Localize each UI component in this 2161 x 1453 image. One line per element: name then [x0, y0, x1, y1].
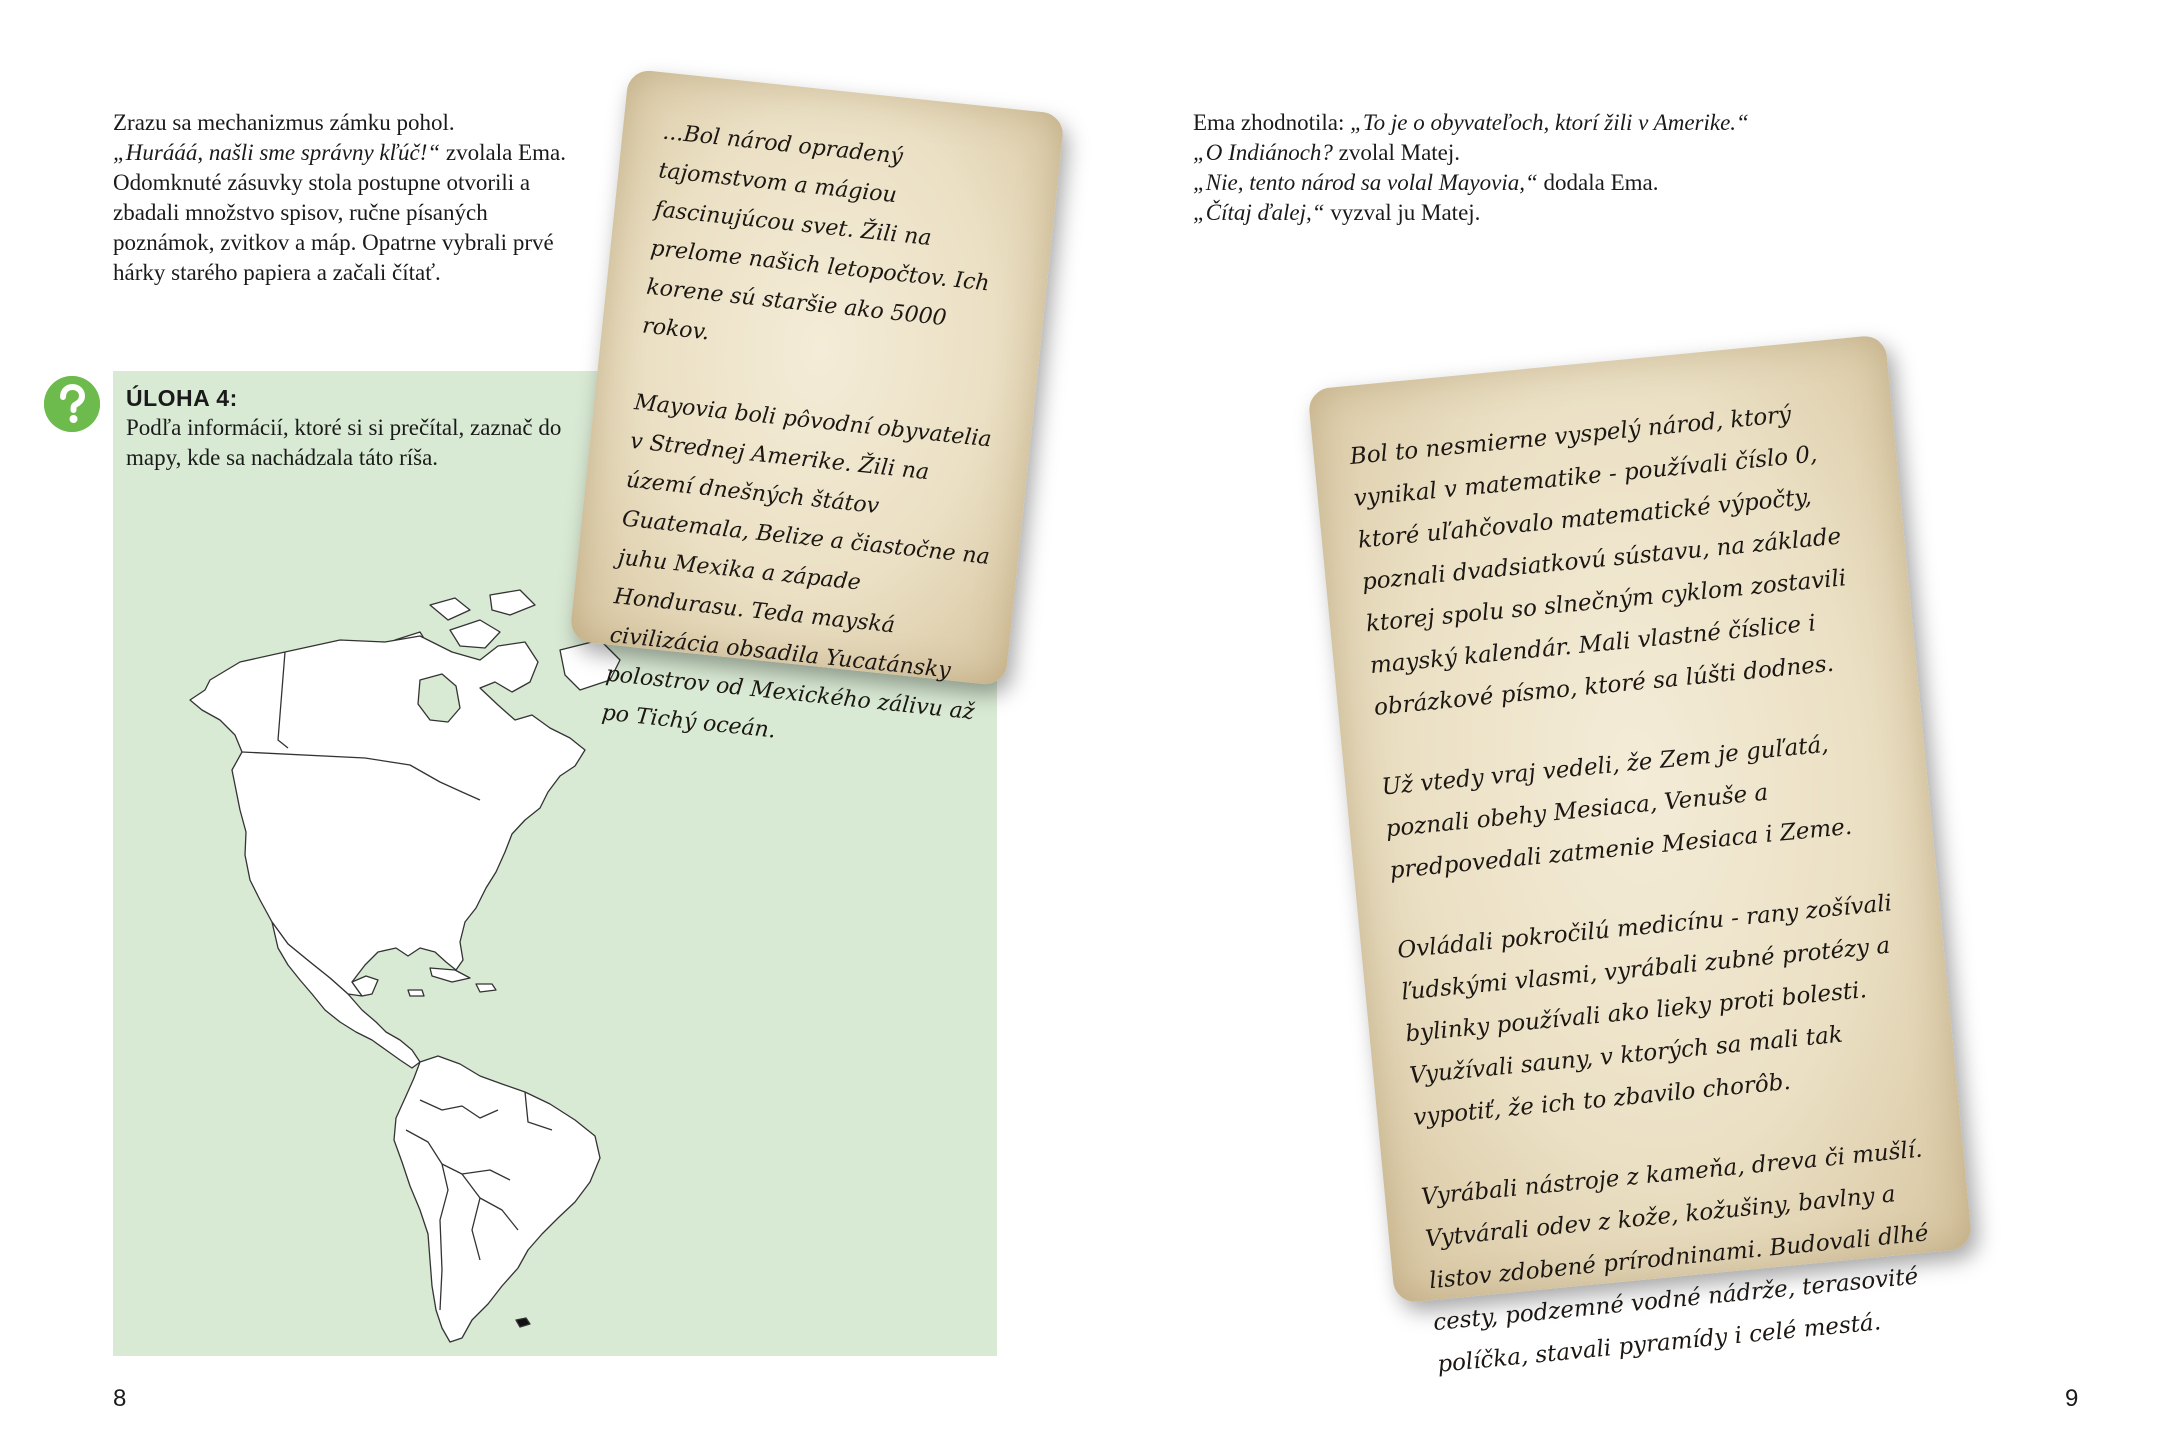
intro-line-1: Zrazu sa mechanizmus zámku pohol.: [113, 110, 455, 135]
card2-paragraph-1: Bol to nesmierne vyspelý národ, ktorý vynikal v matematike - používali číslo 0, ktoré uľahčovalo matematické výpočty, poznali dvadsiatkovú sústavu, na základe ktorej spolu so slnečným cyklom zostavili mayský kalendár. Mali vlastné číslice i obrázkové písmo, ktoré sa lúšti dodnes.: [1348, 401, 1848, 721]
card2-paragraph-3: Ovládali pokročilú medicínu - rany zošívali ľudskými vlasmi, vyrábali zubné protézy a bylinky používali ako lieky proti bolesti. Využívali sauny, v ktorých sa mali tak vypotiť, že ich to zbavilo chorôb.: [1396, 890, 1894, 1132]
intro-quote-rest: zvolala Ema.: [440, 140, 566, 165]
intro-text: [113, 108, 583, 288]
dialog-line-3-plain: dodala Ema.: [1537, 170, 1659, 195]
dialog-line-3: [1193, 168, 1913, 198]
page-number-right: 9: [2065, 1385, 2079, 1412]
dialog-text: [1193, 108, 1913, 228]
dialog-line-1-italic: „To je o obyvateľoch, ktorí žili v Amerike.“: [1350, 110, 1749, 135]
dialog-line-1-plain: Ema zhodnotila:: [1193, 110, 1351, 135]
left-page: [0, 0, 1080, 1453]
card2-paragraph-4: Vyrábali nástroje z kameňa, dreva či mušlí. Vytvárali odev z kože, kožušiny, bavlny a listov zdobené prírodninami. Budovali dlhé cesty, podzemné vodné nádrže, terasovité políčka, stavali pyramídy i celé mestá.: [1420, 1136, 1930, 1378]
dialog-line-3-italic: „Nie, tento národ sa volal Mayovia,“: [1193, 170, 1538, 195]
card1-paragraph-2: Mayovia boli pôvodní obyvatelia v Strednej Amerike. Žili na území dnešných štátov Guatemala, Belize a čiastočne na juhu Mexika a západe Hondurasu. Teda mayská civilizácia obsadila Yucatánsky polostrov od Mexického zálivu až po Tichý oceán.: [600, 390, 993, 744]
task-title: ÚLOHA 4:: [126, 385, 238, 411]
intro-line-2: [113, 138, 583, 168]
card1-paragraph-1: ...Bol národ opradený tajomstvom a mágiou fascinujúcou svet. Žili na prelome našich letopočtov. Ich korene sú staršie ako 5000 rokov.: [641, 119, 991, 346]
card2-paragraph-2: Už vtedy vraj vedeli, že Zem je guľatá, poznali obehy Mesiaca, Venuše a predpovedali zatmenie Mesiaca i Zeme.: [1380, 731, 1854, 885]
dialog-line-1: [1193, 108, 1913, 138]
parchment-card-1: [569, 69, 1065, 744]
dialog-line-4: [1193, 198, 1913, 228]
intro-line-3: Odomknuté zásuvky stola postupne otvorili a zbadali množstvo spisov, ručne písaných poznámok, zvitkov a máp. Opatrne vybrali prvé hárky starého papiera a začali čítať.: [113, 170, 554, 285]
dialog-line-2-plain: zvolal Matej.: [1332, 140, 1461, 165]
dialog-line-4-italic: „Čítaj ďalej,“: [1193, 200, 1325, 225]
intro-quote: „Hurááá, našli sme správny kľúč!“: [113, 140, 441, 165]
page-number-left: 8: [113, 1385, 127, 1412]
dialog-line-4-plain: vyzval ju Matej.: [1324, 200, 1481, 225]
parchment-card-2: [1307, 334, 1972, 1378]
question-mark-icon: [44, 376, 100, 432]
task-instruction: Podľa informácií, ktoré si si prečítal, zaznač do mapy, kde sa nachádzala táto ríša.: [126, 415, 562, 470]
dialog-line-2-italic: „O Indiánoch?: [1193, 140, 1333, 165]
dialog-line-2: [1193, 138, 1913, 168]
